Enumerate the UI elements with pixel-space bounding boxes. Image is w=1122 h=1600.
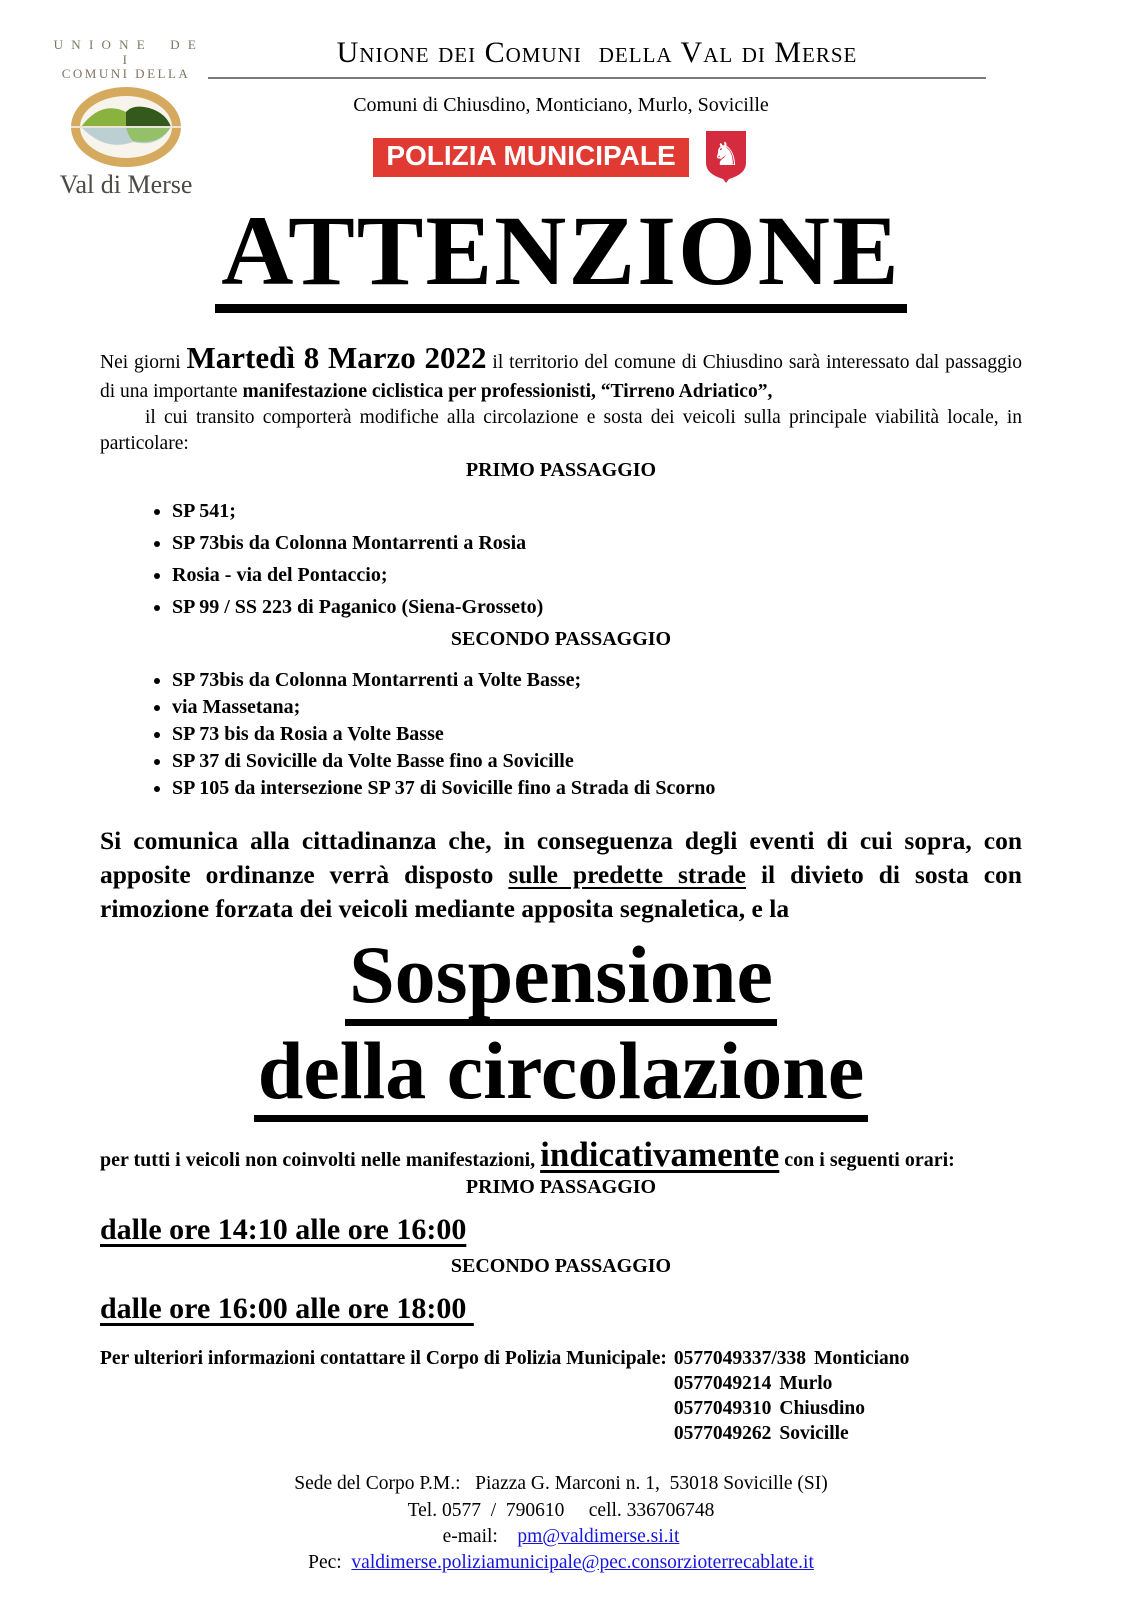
hills-emblem-icon xyxy=(70,86,182,168)
citizen-notice-paragraph xyxy=(100,824,1022,926)
hq-phones: Tel. 0577 / 790610 cell. 336706748 xyxy=(407,1499,715,1521)
suspension-heading-line2: della circolazione xyxy=(254,1030,869,1122)
schedule-intro-part1: per tutti i veicoli non coinvolti nelle manifestazioni, xyxy=(100,1148,541,1171)
phone-town: Chiusdino xyxy=(779,1397,865,1419)
schedule-intro xyxy=(100,1136,1022,1175)
second-pass-heading: SECONDO PASSAGGIO xyxy=(450,627,672,650)
header-main xyxy=(208,36,986,79)
phone-number: 0577049214 xyxy=(673,1372,772,1394)
phone-entry xyxy=(674,1373,910,1395)
contacts-section xyxy=(100,1348,1022,1447)
first-pass-heading: PRIMO PASSAGGIO xyxy=(465,458,657,481)
warning-heading: ATTENZIONE xyxy=(215,202,906,313)
email-label: e-mail: xyxy=(442,1525,518,1547)
event-name: manifestazione ciclistica per professionisti, “Tirreno Adriatico”, xyxy=(242,380,773,402)
phone-town: Murlo xyxy=(779,1372,833,1394)
schedule-first-heading: PRIMO PASSAGGIO xyxy=(465,1176,657,1199)
organization-title: Unione dei Comuni della Val di Merse xyxy=(208,36,986,79)
first-pass-time-text: dalle ore 14:10 alle ore 16:00 xyxy=(100,1213,467,1247)
logo-caption-line1: U N I O N E D E I xyxy=(53,37,205,67)
intro-after-date: il territorio del comune di Chiusdino sarà interessato dal passaggio di una importante xyxy=(100,352,1022,402)
intro-paragraph xyxy=(100,337,1022,405)
road-item: • SP 99 / SS 223 di Paganico (Siena-Grosseto) xyxy=(172,596,1122,619)
police-banner: POLIZIA MUNICIPALE xyxy=(373,138,688,177)
suspension-heading-line1-wrap xyxy=(0,928,1122,1026)
second-pass-time xyxy=(100,1292,1022,1326)
road-item: • via Massetana; xyxy=(172,696,1122,719)
phone-entry xyxy=(674,1348,910,1370)
notice-part2: il divieto di sosta con rimozione forzata dei veicoli mediante apposita segnaletica, e la xyxy=(100,859,1022,923)
schedule-intro-part2: con i seguenti orari: xyxy=(779,1148,955,1171)
municipalities-subtitle: Comuni di Chiusdino, Monticiano, Murlo, Sovicille xyxy=(353,94,769,116)
first-pass-road-list xyxy=(146,500,1122,619)
road-item: • Rosia - via del Pontaccio; xyxy=(172,564,1122,587)
logo-caption-line2: COMUNI DELLA xyxy=(61,66,191,82)
second-pass-time-text: dalle ore 16:00 alle ore 18:00 xyxy=(100,1292,474,1326)
phone-entry xyxy=(674,1398,910,1420)
event-date: Martedì 8 Marzo 2022 xyxy=(186,340,487,375)
notice-underlined-roads: sulle predette strade xyxy=(508,859,746,889)
notice-part1: Si comunica alla cittadinanza che, in conseguenza degli eventi di cui sopra, con apposite ordinanze verrà disposto xyxy=(100,825,1022,889)
second-pass-road-list xyxy=(146,669,1122,800)
pec-link[interactable]: valdimerse.poliziamunicipale@pec.consorzioterrecablate.it xyxy=(351,1551,814,1573)
phone-town: Monticiano xyxy=(814,1348,910,1370)
first-pass-time xyxy=(100,1213,1022,1247)
pec-label: Pec: xyxy=(308,1551,352,1573)
road-item: • SP 73bis da Colonna Montarrenti a Volte Basse; xyxy=(172,669,1122,692)
logo-name: Val di Merse xyxy=(59,169,193,199)
road-item: • SP 37 di Sovicille da Volte Basse fino a Sovicille xyxy=(172,750,1122,773)
schedule-intro-emphasis: indicativamente xyxy=(540,1134,780,1174)
warning-heading-wrap xyxy=(0,195,1122,313)
phone-town: Sovicille xyxy=(779,1422,849,1444)
hq-address: Sede del Corpo P.M.: Piazza G. Marconi n. 1, 53018 Sovicille (SI) xyxy=(294,1473,828,1495)
phone-number: 0577049310 xyxy=(673,1397,772,1419)
tuscany-pegasus-crest-icon xyxy=(703,129,749,185)
intro-prefix: Nei giorni xyxy=(100,352,187,373)
phone-list xyxy=(674,1348,910,1447)
phone-number: 0577049262 xyxy=(673,1422,772,1444)
document-footer xyxy=(0,1471,1122,1576)
document-header xyxy=(0,36,1122,199)
schedule-second-heading: SECONDO PASSAGGIO xyxy=(450,1255,672,1278)
road-item: • SP 73bis da Colonna Montarrenti a Rosia xyxy=(172,532,1122,555)
contacts-label: Per ulteriori informazioni contattare il Corpo di Polizia Municipale: xyxy=(100,1348,667,1370)
svg-text:♞: ♞ xyxy=(711,135,740,173)
suspension-heading-line2-wrap xyxy=(0,1024,1122,1122)
suspension-heading-line1: Sospensione xyxy=(345,934,777,1026)
phone-number: 0577049337/338 xyxy=(673,1348,807,1370)
road-item: • SP 73 bis da Rosia a Volte Basse xyxy=(172,723,1122,746)
val-di-merse-logo xyxy=(52,37,205,200)
road-item: • SP 105 da intersezione SP 37 di Sovicille fino a Strada di Scorno xyxy=(172,777,1122,800)
pec-line xyxy=(0,1550,1122,1576)
email-line xyxy=(0,1524,1122,1550)
email-link[interactable]: pm@valdimerse.si.it xyxy=(517,1525,680,1547)
intro-paragraph-2: il cui transito comporterà modifiche alla circolazione e sosta dei veicoli sulla principale viabilità locale, in particolare: xyxy=(100,406,1022,454)
phone-entry xyxy=(674,1423,910,1445)
road-item: • SP 541; xyxy=(172,500,1122,523)
